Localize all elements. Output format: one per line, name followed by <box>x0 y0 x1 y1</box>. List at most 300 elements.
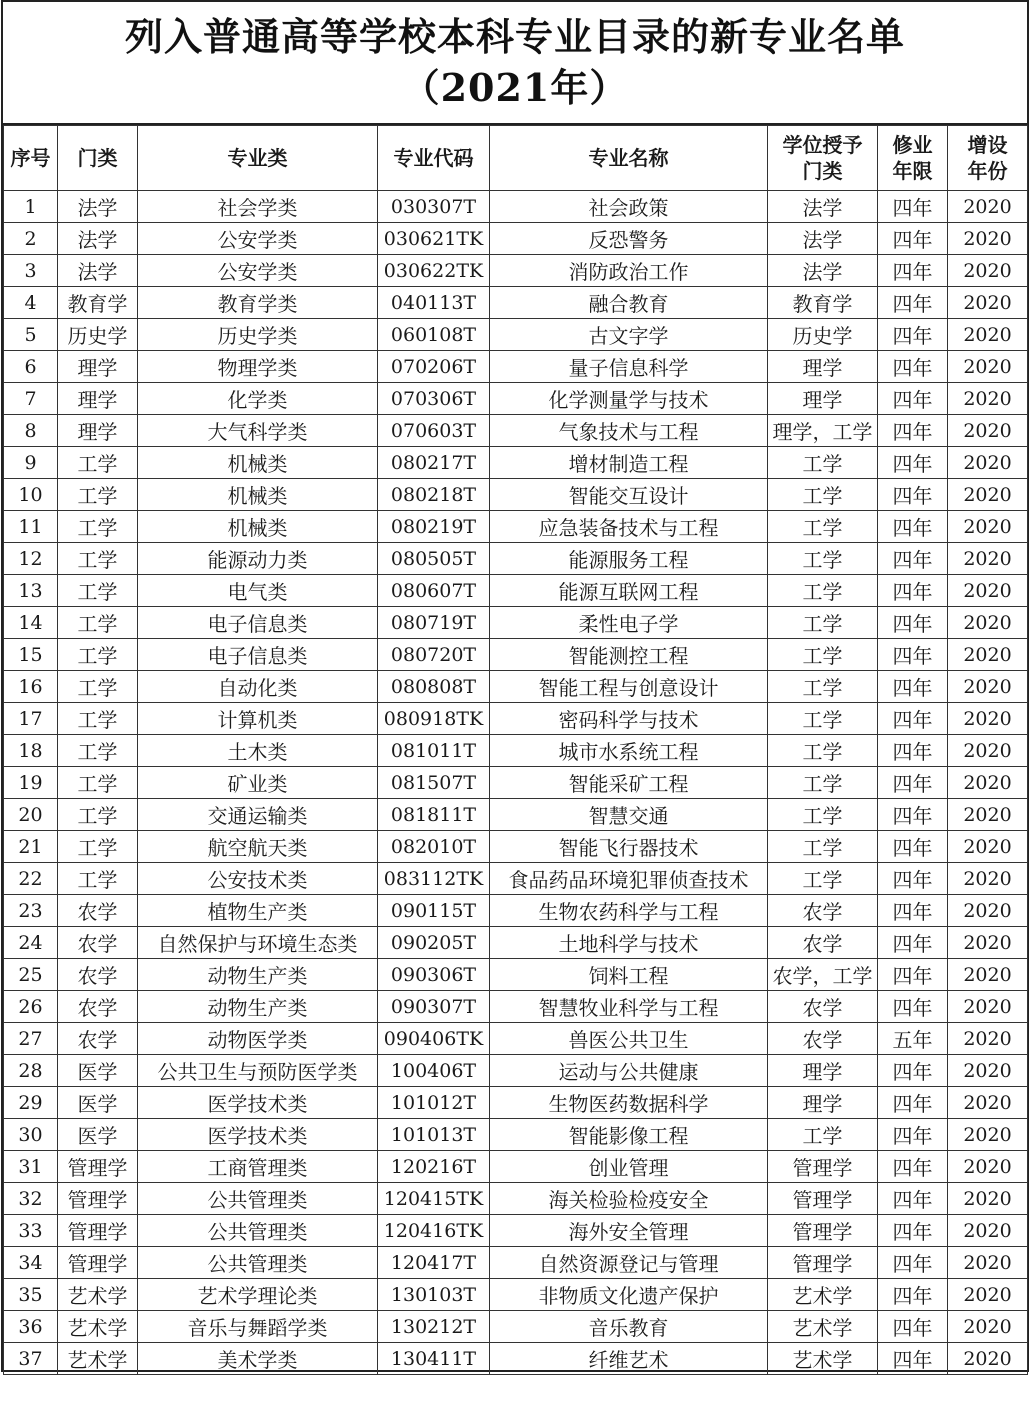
cell-class: 公共管理类 <box>138 1183 378 1215</box>
cell-added: 2020 <box>948 991 1028 1023</box>
cell-category: 工学 <box>58 767 138 799</box>
cell-degree: 法学 <box>768 255 878 287</box>
cell-name: 增材制造工程 <box>490 447 768 479</box>
table-row <box>4 415 1028 447</box>
cell-degree: 工学 <box>768 607 878 639</box>
cell-index: 4 <box>4 287 58 319</box>
cell-added: 2020 <box>948 1279 1028 1311</box>
table-row <box>4 319 1028 351</box>
cell-index: 14 <box>4 607 58 639</box>
cell-class: 自动化类 <box>138 671 378 703</box>
document-sheet <box>1 0 1029 1372</box>
cell-years: 四年 <box>878 1215 948 1247</box>
cell-degree: 管理学 <box>768 1183 878 1215</box>
header-category: 门类 <box>58 126 138 191</box>
cell-name: 化学测量学与技术 <box>490 383 768 415</box>
cell-name: 智能飞行器技术 <box>490 831 768 863</box>
table-row <box>4 991 1028 1023</box>
cell-index: 36 <box>4 1311 58 1343</box>
cell-category: 工学 <box>58 575 138 607</box>
table-row <box>4 287 1028 319</box>
cell-class: 社会学类 <box>138 191 378 223</box>
header-added <box>948 126 1028 191</box>
cell-index: 1 <box>4 191 58 223</box>
cell-class: 航空航天类 <box>138 831 378 863</box>
cell-degree: 工学 <box>768 831 878 863</box>
cell-added: 2020 <box>948 383 1028 415</box>
cell-years: 四年 <box>878 575 948 607</box>
cell-class: 机械类 <box>138 479 378 511</box>
cell-category: 医学 <box>58 1055 138 1087</box>
cell-name: 土地科学与技术 <box>490 927 768 959</box>
cell-category: 法学 <box>58 223 138 255</box>
cell-code: 120417T <box>378 1247 490 1279</box>
cell-category: 管理学 <box>58 1183 138 1215</box>
cell-code: 101012T <box>378 1087 490 1119</box>
header-added-line2: 年份 <box>967 159 1008 183</box>
table-row <box>4 1343 1028 1375</box>
cell-index: 17 <box>4 703 58 735</box>
cell-code: 101013T <box>378 1119 490 1151</box>
cell-name: 智慧牧业科学与工程 <box>490 991 768 1023</box>
table-row <box>4 735 1028 767</box>
cell-code: 060108T <box>378 319 490 351</box>
cell-degree: 理学 <box>768 1087 878 1119</box>
table-row <box>4 447 1028 479</box>
cell-added: 2020 <box>948 1311 1028 1343</box>
table-row <box>4 543 1028 575</box>
cell-years: 五年 <box>878 1023 948 1055</box>
cell-added: 2020 <box>948 927 1028 959</box>
cell-index: 30 <box>4 1119 58 1151</box>
cell-category: 工学 <box>58 479 138 511</box>
cell-name: 创业管理 <box>490 1151 768 1183</box>
cell-name: 兽医公共卫生 <box>490 1023 768 1055</box>
cell-category: 工学 <box>58 447 138 479</box>
table-body <box>4 191 1028 1375</box>
cell-category: 法学 <box>58 191 138 223</box>
cell-index: 6 <box>4 351 58 383</box>
table-row <box>4 1023 1028 1055</box>
cell-years: 四年 <box>878 223 948 255</box>
cell-years: 四年 <box>878 351 948 383</box>
cell-index: 8 <box>4 415 58 447</box>
cell-code: 120216T <box>378 1151 490 1183</box>
cell-code: 030622TK <box>378 255 490 287</box>
cell-code: 080808T <box>378 671 490 703</box>
header-added-line1: 增设 <box>967 133 1008 157</box>
header-index: 序号 <box>4 126 58 191</box>
table-row <box>4 1279 1028 1311</box>
table-row <box>4 895 1028 927</box>
cell-category: 工学 <box>58 639 138 671</box>
cell-name: 生物医药数据科学 <box>490 1087 768 1119</box>
cell-class: 艺术学理论类 <box>138 1279 378 1311</box>
header-years-line1: 修业 <box>892 133 933 157</box>
cell-added: 2020 <box>948 223 1028 255</box>
cell-code: 080719T <box>378 607 490 639</box>
cell-index: 32 <box>4 1183 58 1215</box>
cell-name: 智能交互设计 <box>490 479 768 511</box>
cell-index: 2 <box>4 223 58 255</box>
cell-degree: 艺术学 <box>768 1311 878 1343</box>
cell-category: 工学 <box>58 607 138 639</box>
cell-name: 古文字学 <box>490 319 768 351</box>
cell-category: 理学 <box>58 415 138 447</box>
cell-name: 非物质文化遗产保护 <box>490 1279 768 1311</box>
cell-category: 艺术学 <box>58 1279 138 1311</box>
cell-added: 2020 <box>948 959 1028 991</box>
cell-code: 080219T <box>378 511 490 543</box>
cell-degree: 农学 <box>768 927 878 959</box>
cell-added: 2020 <box>948 1119 1028 1151</box>
cell-degree: 农学 <box>768 1023 878 1055</box>
table-row <box>4 959 1028 991</box>
cell-added: 2020 <box>948 1183 1028 1215</box>
cell-added: 2020 <box>948 1343 1028 1375</box>
cell-code: 090306T <box>378 959 490 991</box>
cell-name: 柔性电子学 <box>490 607 768 639</box>
cell-class: 物理学类 <box>138 351 378 383</box>
cell-degree: 管理学 <box>768 1247 878 1279</box>
cell-degree: 艺术学 <box>768 1343 878 1375</box>
cell-years: 四年 <box>878 415 948 447</box>
cell-name: 音乐教育 <box>490 1311 768 1343</box>
cell-years: 四年 <box>878 511 948 543</box>
cell-years: 四年 <box>878 1119 948 1151</box>
cell-added: 2020 <box>948 479 1028 511</box>
cell-index: 25 <box>4 959 58 991</box>
cell-added: 2020 <box>948 319 1028 351</box>
cell-code: 080218T <box>378 479 490 511</box>
cell-class: 动物生产类 <box>138 959 378 991</box>
cell-name: 饲料工程 <box>490 959 768 991</box>
cell-added: 2020 <box>948 543 1028 575</box>
cell-years: 四年 <box>878 831 948 863</box>
cell-index: 34 <box>4 1247 58 1279</box>
cell-years: 四年 <box>878 895 948 927</box>
cell-degree: 工学 <box>768 671 878 703</box>
cell-name: 运动与公共健康 <box>490 1055 768 1087</box>
table-row <box>4 383 1028 415</box>
cell-years: 四年 <box>878 191 948 223</box>
table-row <box>4 223 1028 255</box>
cell-degree: 理学，工学 <box>768 415 878 447</box>
cell-years: 四年 <box>878 1055 948 1087</box>
cell-name: 城市水系统工程 <box>490 735 768 767</box>
cell-years: 四年 <box>878 607 948 639</box>
cell-years: 四年 <box>878 1343 948 1375</box>
cell-degree: 工学 <box>768 799 878 831</box>
cell-index: 26 <box>4 991 58 1023</box>
cell-code: 030307T <box>378 191 490 223</box>
cell-category: 农学 <box>58 991 138 1023</box>
table-row <box>4 863 1028 895</box>
cell-index: 9 <box>4 447 58 479</box>
cell-code: 080607T <box>378 575 490 607</box>
cell-name: 应急装备技术与工程 <box>490 511 768 543</box>
cell-class: 土木类 <box>138 735 378 767</box>
cell-class: 机械类 <box>138 511 378 543</box>
cell-years: 四年 <box>878 927 948 959</box>
cell-degree: 工学 <box>768 735 878 767</box>
cell-added: 2020 <box>948 831 1028 863</box>
cell-class: 教育学类 <box>138 287 378 319</box>
cell-category: 农学 <box>58 959 138 991</box>
cell-degree: 理学 <box>768 1055 878 1087</box>
cell-class: 能源动力类 <box>138 543 378 575</box>
cell-class: 工商管理类 <box>138 1151 378 1183</box>
cell-code: 080217T <box>378 447 490 479</box>
cell-degree: 法学 <box>768 191 878 223</box>
cell-category: 工学 <box>58 511 138 543</box>
cell-added: 2020 <box>948 511 1028 543</box>
cell-added: 2020 <box>948 703 1028 735</box>
cell-degree: 工学 <box>768 703 878 735</box>
cell-index: 12 <box>4 543 58 575</box>
cell-category: 农学 <box>58 1023 138 1055</box>
title-block <box>3 2 1027 125</box>
cell-name: 智能测控工程 <box>490 639 768 671</box>
cell-class: 电气类 <box>138 575 378 607</box>
cell-category: 工学 <box>58 703 138 735</box>
header-code: 专业代码 <box>378 126 490 191</box>
cell-name: 自然资源登记与管理 <box>490 1247 768 1279</box>
cell-added: 2020 <box>948 895 1028 927</box>
cell-name: 智能影像工程 <box>490 1119 768 1151</box>
cell-degree: 农学 <box>768 895 878 927</box>
cell-added: 2020 <box>948 1087 1028 1119</box>
cell-class: 公安学类 <box>138 223 378 255</box>
cell-years: 四年 <box>878 447 948 479</box>
cell-name: 海关检验检疫安全 <box>490 1183 768 1215</box>
cell-added: 2020 <box>948 1055 1028 1087</box>
cell-class: 动物生产类 <box>138 991 378 1023</box>
cell-added: 2020 <box>948 735 1028 767</box>
cell-degree: 工学 <box>768 511 878 543</box>
cell-added: 2020 <box>948 191 1028 223</box>
table-header-row <box>4 126 1028 191</box>
cell-degree: 工学 <box>768 1119 878 1151</box>
cell-code: 080505T <box>378 543 490 575</box>
cell-name: 社会政策 <box>490 191 768 223</box>
cell-years: 四年 <box>878 799 948 831</box>
cell-added: 2020 <box>948 1023 1028 1055</box>
cell-years: 四年 <box>878 639 948 671</box>
cell-code: 081507T <box>378 767 490 799</box>
cell-degree: 工学 <box>768 447 878 479</box>
page-title: 列入普通高等学校本科专业目录的新专业名单 <box>124 14 905 59</box>
cell-category: 工学 <box>58 799 138 831</box>
cell-category: 教育学 <box>58 287 138 319</box>
cell-code: 090205T <box>378 927 490 959</box>
cell-class: 公安技术类 <box>138 863 378 895</box>
cell-index: 3 <box>4 255 58 287</box>
cell-years: 四年 <box>878 671 948 703</box>
cell-index: 13 <box>4 575 58 607</box>
cell-code: 120415TK <box>378 1183 490 1215</box>
cell-name: 智能工程与创意设计 <box>490 671 768 703</box>
cell-years: 四年 <box>878 767 948 799</box>
cell-name: 纤维艺术 <box>490 1343 768 1375</box>
cell-years: 四年 <box>878 1247 948 1279</box>
cell-index: 5 <box>4 319 58 351</box>
table-row <box>4 1119 1028 1151</box>
cell-added: 2020 <box>948 575 1028 607</box>
cell-class: 美术学类 <box>138 1343 378 1375</box>
cell-index: 16 <box>4 671 58 703</box>
cell-added: 2020 <box>948 799 1028 831</box>
cell-years: 四年 <box>878 703 948 735</box>
cell-class: 公共卫生与预防医学类 <box>138 1055 378 1087</box>
header-years <box>878 126 948 191</box>
cell-degree: 理学 <box>768 351 878 383</box>
table-row <box>4 767 1028 799</box>
cell-class: 自然保护与环境生态类 <box>138 927 378 959</box>
cell-index: 31 <box>4 1151 58 1183</box>
cell-index: 35 <box>4 1279 58 1311</box>
cell-degree: 工学 <box>768 767 878 799</box>
cell-class: 公共管理类 <box>138 1215 378 1247</box>
table-row <box>4 1247 1028 1279</box>
header-degree-line1: 学位授予 <box>782 133 863 157</box>
cell-name: 智慧交通 <box>490 799 768 831</box>
cell-degree: 工学 <box>768 639 878 671</box>
cell-category: 管理学 <box>58 1215 138 1247</box>
cell-code: 040113T <box>378 287 490 319</box>
cell-years: 四年 <box>878 319 948 351</box>
cell-code: 100406T <box>378 1055 490 1087</box>
cell-added: 2020 <box>948 255 1028 287</box>
cell-added: 2020 <box>948 607 1028 639</box>
cell-code: 130411T <box>378 1343 490 1375</box>
cell-name: 智能采矿工程 <box>490 767 768 799</box>
cell-category: 农学 <box>58 927 138 959</box>
cell-category: 工学 <box>58 671 138 703</box>
cell-years: 四年 <box>878 383 948 415</box>
cell-category: 工学 <box>58 543 138 575</box>
cell-years: 四年 <box>878 863 948 895</box>
cell-name: 生物农药科学与工程 <box>490 895 768 927</box>
cell-index: 21 <box>4 831 58 863</box>
cell-category: 历史学 <box>58 319 138 351</box>
cell-category: 艺术学 <box>58 1311 138 1343</box>
cell-category: 管理学 <box>58 1247 138 1279</box>
cell-years: 四年 <box>878 255 948 287</box>
cell-name: 能源互联网工程 <box>490 575 768 607</box>
cell-category: 理学 <box>58 351 138 383</box>
cell-index: 24 <box>4 927 58 959</box>
cell-index: 28 <box>4 1055 58 1087</box>
cell-index: 29 <box>4 1087 58 1119</box>
cell-index: 18 <box>4 735 58 767</box>
cell-name: 能源服务工程 <box>490 543 768 575</box>
cell-name: 量子信息科学 <box>490 351 768 383</box>
cell-added: 2020 <box>948 863 1028 895</box>
cell-category: 工学 <box>58 831 138 863</box>
cell-degree: 工学 <box>768 863 878 895</box>
table-row <box>4 1215 1028 1247</box>
cell-category: 理学 <box>58 383 138 415</box>
cell-category: 艺术学 <box>58 1343 138 1375</box>
cell-index: 19 <box>4 767 58 799</box>
cell-code: 082010T <box>378 831 490 863</box>
cell-code: 081011T <box>378 735 490 767</box>
cell-class: 矿业类 <box>138 767 378 799</box>
cell-added: 2020 <box>948 671 1028 703</box>
cell-index: 27 <box>4 1023 58 1055</box>
cell-years: 四年 <box>878 735 948 767</box>
header-years-line2: 年限 <box>892 159 933 183</box>
table-row <box>4 575 1028 607</box>
table-row <box>4 1151 1028 1183</box>
cell-code: 083112TK <box>378 863 490 895</box>
cell-code: 081811T <box>378 799 490 831</box>
cell-added: 2020 <box>948 447 1028 479</box>
cell-code: 090406TK <box>378 1023 490 1055</box>
cell-code: 070206T <box>378 351 490 383</box>
cell-degree: 理学 <box>768 383 878 415</box>
header-degree-line2: 门类 <box>802 159 843 183</box>
cell-code: 070306T <box>378 383 490 415</box>
table-row <box>4 639 1028 671</box>
cell-name: 反恐警务 <box>490 223 768 255</box>
cell-years: 四年 <box>878 1183 948 1215</box>
cell-category: 工学 <box>58 735 138 767</box>
cell-class: 历史学类 <box>138 319 378 351</box>
cell-degree: 管理学 <box>768 1215 878 1247</box>
cell-degree: 管理学 <box>768 1151 878 1183</box>
cell-category: 法学 <box>58 255 138 287</box>
cell-index: 22 <box>4 863 58 895</box>
cell-class: 公安学类 <box>138 255 378 287</box>
cell-class: 植物生产类 <box>138 895 378 927</box>
table-row <box>4 799 1028 831</box>
cell-years: 四年 <box>878 1151 948 1183</box>
cell-category: 农学 <box>58 895 138 927</box>
cell-years: 四年 <box>878 287 948 319</box>
cell-index: 37 <box>4 1343 58 1375</box>
cell-degree: 农学，工学 <box>768 959 878 991</box>
table-row <box>4 1183 1028 1215</box>
cell-degree: 工学 <box>768 479 878 511</box>
cell-years: 四年 <box>878 1087 948 1119</box>
cell-degree: 农学 <box>768 991 878 1023</box>
table-row <box>4 831 1028 863</box>
cell-added: 2020 <box>948 287 1028 319</box>
cell-category: 医学 <box>58 1119 138 1151</box>
cell-added: 2020 <box>948 1247 1028 1279</box>
majors-table <box>3 125 1028 1375</box>
cell-class: 大气科学类 <box>138 415 378 447</box>
cell-code: 070603T <box>378 415 490 447</box>
cell-category: 管理学 <box>58 1151 138 1183</box>
table-row <box>4 191 1028 223</box>
table-row <box>4 1055 1028 1087</box>
cell-category: 工学 <box>58 863 138 895</box>
table-row <box>4 255 1028 287</box>
cell-name: 海外安全管理 <box>490 1215 768 1247</box>
cell-class: 公共管理类 <box>138 1247 378 1279</box>
cell-years: 四年 <box>878 1279 948 1311</box>
cell-code: 080918TK <box>378 703 490 735</box>
cell-index: 33 <box>4 1215 58 1247</box>
cell-degree: 工学 <box>768 543 878 575</box>
header-degree <box>768 126 878 191</box>
cell-added: 2020 <box>948 1215 1028 1247</box>
cell-name: 食品药品环境犯罪侦查技术 <box>490 863 768 895</box>
cell-index: 10 <box>4 479 58 511</box>
